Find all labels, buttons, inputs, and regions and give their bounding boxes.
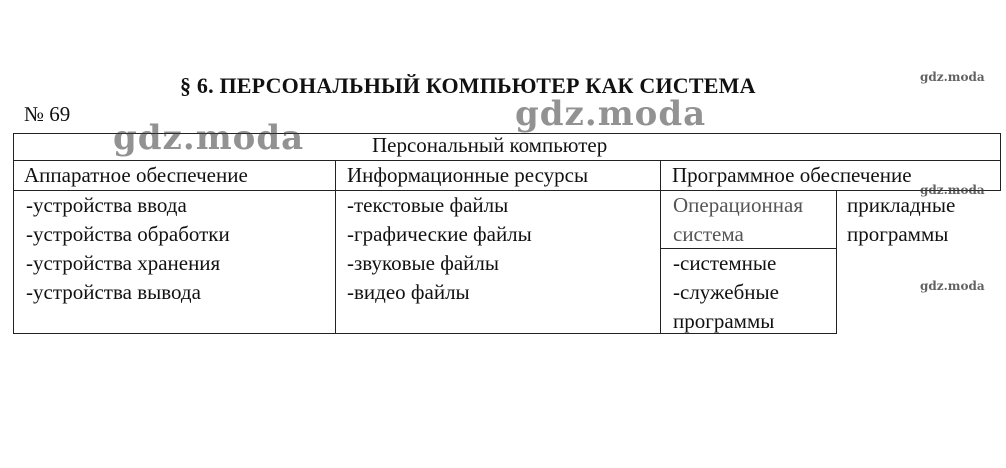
task-number: № 69: [24, 102, 71, 126]
list-item: -видео файлы: [347, 280, 470, 304]
watermark: gdz.moda: [920, 279, 985, 293]
list-item: -звуковые файлы: [347, 251, 499, 275]
watermark: gdz.moda: [920, 70, 985, 84]
list-item: -текстовые файлы: [347, 193, 509, 217]
table-left-border: [13, 133, 14, 333]
hardware-list: [26, 191, 230, 307]
list-item: -системные: [673, 251, 777, 275]
os-label-line: Операционная: [673, 193, 803, 217]
column-divider-2: [660, 160, 661, 333]
page-title: § 6. ПЕРСОНАЛЬНЫЙ КОМПЬЮТЕР КАК СИСТЕМА: [180, 73, 756, 98]
watermark: gdz.moda: [920, 183, 985, 197]
list-item: -служебные: [673, 280, 779, 304]
column-divider-3: [836, 190, 837, 333]
watermark: gdz.moda: [515, 94, 707, 134]
list-item: -устройства вывода: [26, 280, 201, 304]
list-item: -устройства ввода: [26, 193, 187, 217]
system-programs-cell: [673, 249, 779, 336]
list-item: -графические файлы: [347, 222, 532, 246]
list-item: программы: [673, 309, 775, 333]
list-item: прикладные: [847, 193, 956, 217]
list-item: -устройства обработки: [26, 222, 230, 246]
list-item: программы: [847, 222, 949, 246]
info-list: [347, 191, 532, 307]
column-divider-1: [335, 160, 336, 333]
watermark: gdz.moda: [113, 118, 305, 158]
list-item: -устройства хранения: [26, 251, 221, 275]
info-header: Информационные ресурсы: [347, 163, 589, 187]
os-label-line: система: [673, 222, 744, 246]
hardware-header: Аппаратное обеспечение: [24, 163, 248, 187]
os-cell: [673, 191, 803, 249]
software-header: Программное обеспечение: [672, 163, 912, 187]
table-right-border: [1000, 133, 1001, 190]
table-root-header: Персональный компьютер: [372, 133, 608, 157]
applied-programs-cell: [847, 191, 955, 249]
